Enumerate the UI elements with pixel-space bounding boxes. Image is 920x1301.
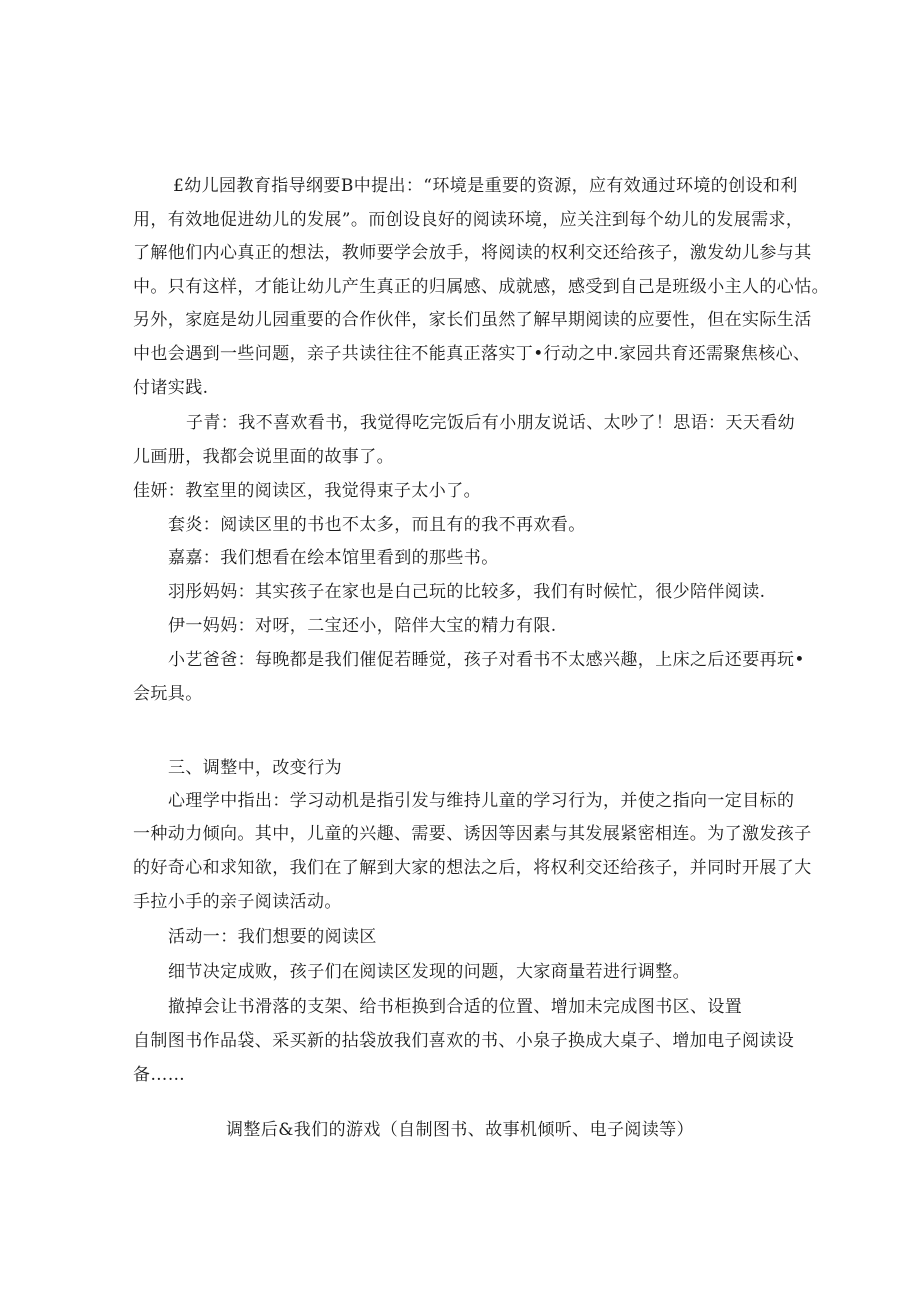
quote-jiayan: 佳妍：教室里的阅读区，我觉得束子太小了。 [133, 481, 481, 501]
quote-jiajia: 嘉嘉：我们想看在绘本馆里看到的那些书。 [168, 548, 499, 568]
intro-line-4: 中。只有这样，才能让幼儿产生真正的归属感、成就感，感受到自己是班级小主人的心怙。 [133, 277, 829, 297]
quote-xiaoyi-dad-line-2: 会玩具。 [133, 684, 203, 704]
intro-line-5: 另外，家庭是幼儿园重要的合作伙伴，家长们虽然了解早期阅读的应要性，但在实际生活 [133, 310, 812, 330]
quote-yiyi-mom: 伊一妈妈：对呀，二宝还小，陪伴大宝的精力有限. [168, 616, 557, 636]
intro-line-1: £幼儿园教育指导纲要B中提出：“环境是重要的资源，应有效通过环境的创设和利 [173, 176, 798, 196]
intro-line-7: 付诸实践. [133, 378, 209, 398]
changes-line-2: 自制图书作品袋、采买新的拈袋放我们喜欢的书、小泉子换成大桌子、增加电子阅读设 [133, 1031, 795, 1051]
quote-ziqing-line-2: 儿画册，我都会说里面的故事了。 [133, 447, 394, 467]
detail-line: 细节决定成败，孩子们在阅读区发现的问题，大家商量若进行调整。 [168, 962, 690, 982]
activity-one-title: 活动一：我们想要的阅读区 [168, 927, 377, 947]
section-heading: 三、调整中，改变行为 [168, 758, 342, 778]
section-paragraph-line-2: 一种动力倾向。其中，儿童的兴趣、需要、诱因等因素与其发展紧密相连。为了激发孩子 [133, 824, 812, 844]
section-paragraph-line-1: 心理学中指出：学习动机是指引发与维持儿童的学习行为，并使之指向一定目标的 [168, 791, 795, 811]
quote-yutong-mom: 羽彤妈妈：其实孩子在家也是白己玩的比较多，我们有时候忙，很少陪伴阅读. [168, 582, 766, 602]
section-paragraph-line-4: 手拉小手的亲子阅读活动。 [133, 892, 342, 912]
quote-ziqing-line-1: 子青：我不喜欢看书，我觉得吃完饭后有小朋友说话、太吵了！思语：天天看幼 [186, 413, 795, 433]
intro-line-2: 用，有效地促进幼儿的发展”。而创设良好的阅读环境，应关注到每个幼儿的发展需求， [133, 210, 804, 230]
intro-line-3: 了解他们内心真正的想法，教师要学会放手，将阅读的权利交还给孩子，激发幼儿参与其 [133, 243, 812, 263]
quote-xiaoyi-dad-line-1: 小艺爸爸：每晚都是我们催促若睡觉，孩子对看书不太感兴趣，上床之后还要再玩• [168, 650, 805, 670]
intro-line-6: 中也会遇到一些问题，亲子共读往往不能真正落实丁•行动之中.家园共育还需聚焦核心、 [133, 344, 811, 364]
quote-taoyan: 套炎：阅读区里的书也不太多，而且有的我不再欢看。 [168, 515, 586, 535]
changes-line-3: 备…… [133, 1065, 186, 1085]
figure-caption: 调整后&我们的游戏（自制图书、故事机倾听、电子阅读等） [226, 1120, 694, 1140]
changes-line-1: 撤掉会让书滑落的支架、给书柜换到合适的位置、增加未完成图书区、设置 [168, 997, 743, 1017]
section-paragraph-line-3: 的好奇心和求知欲，我们在了解到大家的想法之后，将权利交还给孩子，并同时开展了大 [133, 858, 812, 878]
